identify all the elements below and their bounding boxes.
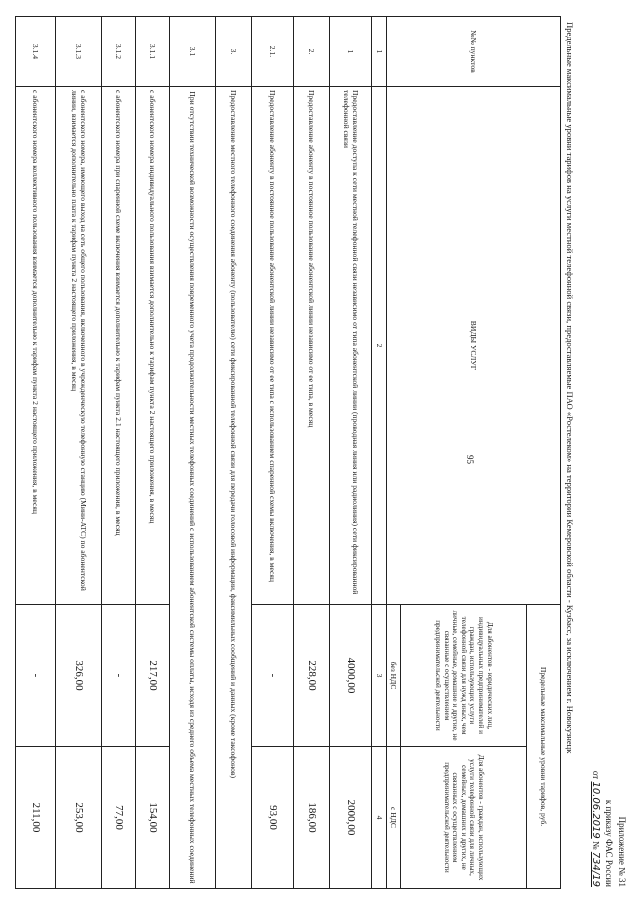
appendix-line2: к приказу ФАС России: [604, 799, 614, 887]
row-description: Предоставление абоненту в постоянное пользование абонентской линии независимо от ее типа с использованием спаренной схемы включения, в месяц: [252, 87, 294, 605]
row-number: 3.1.4: [16, 17, 56, 87]
row-description: При отсутствии технической возможности осуществления повременного учета продолжительности местных телефонных соединений с использованием абонентской системы оплаты, исходя из среднего объема местных телефонных соединений: [170, 87, 216, 889]
row-value-citizens: 211,00: [16, 747, 56, 889]
row-value-citizens: 93,00: [252, 747, 294, 889]
number-prefix: №: [591, 840, 601, 850]
row-value-citizens: 2000,00: [330, 747, 372, 889]
header-citizens: Для абонентов - граждан, использующих услуги телефонной связи для личных, семейных, домашних и других, не связанных с осуществлением предпринимательской деятельности: [401, 747, 527, 889]
document-title: Предельные максимальные уровни тарифов на услуги местной телефонной связи, предоставляемые ПАО «Ростелеком» на территории Кемеровской области - Кузбасс, за исключением г. Новокузнецк: [565, 22, 575, 754]
appendix-line3: [589, 667, 602, 887]
table-row: [56, 17, 102, 889]
header-vat-included: с НДС: [386, 747, 400, 889]
appendix-line1: Приложение № 31: [617, 816, 627, 887]
col-number-2: 2: [372, 87, 386, 605]
row-number: 3.1.3: [56, 17, 102, 87]
table-row: [294, 17, 330, 889]
page-number: 95: [465, 455, 475, 464]
table-row: [170, 17, 216, 889]
row-description: Предоставление местного телефонного соединения абоненту (пользователю) сети фиксированной телефонной связи для передачи голосовой информации, факсимильных сообщений и данных (кроме таксофонов): [216, 87, 252, 889]
appendix-block: [589, 667, 628, 887]
date-prefix: от: [591, 770, 601, 780]
row-value-legal: -: [102, 605, 136, 747]
row-number: 2.1.: [252, 17, 294, 87]
row-value-legal: -: [16, 605, 56, 747]
row-value-citizens: 253,00: [56, 747, 102, 889]
row-number: 3.: [216, 17, 252, 87]
row-number: 3.1: [170, 17, 216, 87]
header-item-number: №№ пунктов: [386, 17, 560, 87]
table-row: [102, 17, 136, 889]
header-vat-excluded: без НДС: [386, 605, 400, 747]
handwritten-number: 734/19: [590, 851, 601, 887]
row-number: 1: [330, 17, 372, 87]
table-row: [16, 17, 56, 889]
row-value-citizens: 77,00: [102, 747, 136, 889]
table-row: [330, 17, 372, 889]
row-number: 3.1.2: [102, 17, 136, 87]
row-value-legal: -: [252, 605, 294, 747]
row-description: Предоставление абоненту в постоянное пользование абонентской линии независимо от ее типа, в месяц: [294, 87, 330, 605]
row-description: с абонентского номера индивидуального пользования взимается дополнительно к тарифам пункта 2 настоящего приложения, в месяц: [136, 87, 170, 605]
row-number: 2.: [294, 17, 330, 87]
row-value-legal: 217,00: [136, 605, 170, 747]
row-value-legal: 228,00: [294, 605, 330, 747]
col-number-4: 4: [372, 747, 386, 889]
tariff-table: [15, 16, 561, 889]
row-description: с абонентского номера при спаренной схеме включения взимается дополнительно к тарифам пункта 2.1 настоящего приложения, в месяц: [102, 87, 136, 605]
row-value-legal: 4000,00: [330, 605, 372, 747]
row-value-citizens: 154,00: [136, 747, 170, 889]
row-description: Предоставление доступа к сети местной телефонной связи независимо от типа абонентской линии (проводная линия или радиолиния) сети фиксированной телефонной связи: [330, 87, 372, 605]
col-number-1: 1: [372, 17, 386, 87]
row-number: 3.1.1: [136, 17, 170, 87]
header-legal-entities: Для абонентов - юридических лиц, индивидуальных предпринимателей и граждан, использующих услуги телефонной связи для нужд иных, чем личные, семейные, домашние и другие, не связанные с осуществлением предпринимательской деятельности: [401, 605, 527, 747]
header-tariff-levels: Предельные максимальные уровни тарифов, руб.: [527, 605, 561, 889]
table-row: [136, 17, 170, 889]
table-row: [252, 17, 294, 889]
col-number-3: 3: [372, 605, 386, 747]
row-value-citizens: 186,00: [294, 747, 330, 889]
handwritten-date: 10.06.2019: [590, 781, 601, 839]
row-description: с абонентского номера коллективного пользования взимается дополнительно к тарифам пункта 2 настоящего приложения, в месяц: [16, 87, 56, 605]
row-description: с абонентского номера, имеющего выход на сеть общего пользования, включенного в учрежденческую телефонную станцию (Мини-АТС) по абонентской линии, взимается дополнительно плата к тарифам пункта 2 настоящего приложения, в месяц: [56, 87, 102, 605]
table-row: [216, 17, 252, 889]
row-value-legal: 326,00: [56, 605, 102, 747]
header-service-types: ВИДЫ УСЛУГ: [386, 87, 560, 605]
